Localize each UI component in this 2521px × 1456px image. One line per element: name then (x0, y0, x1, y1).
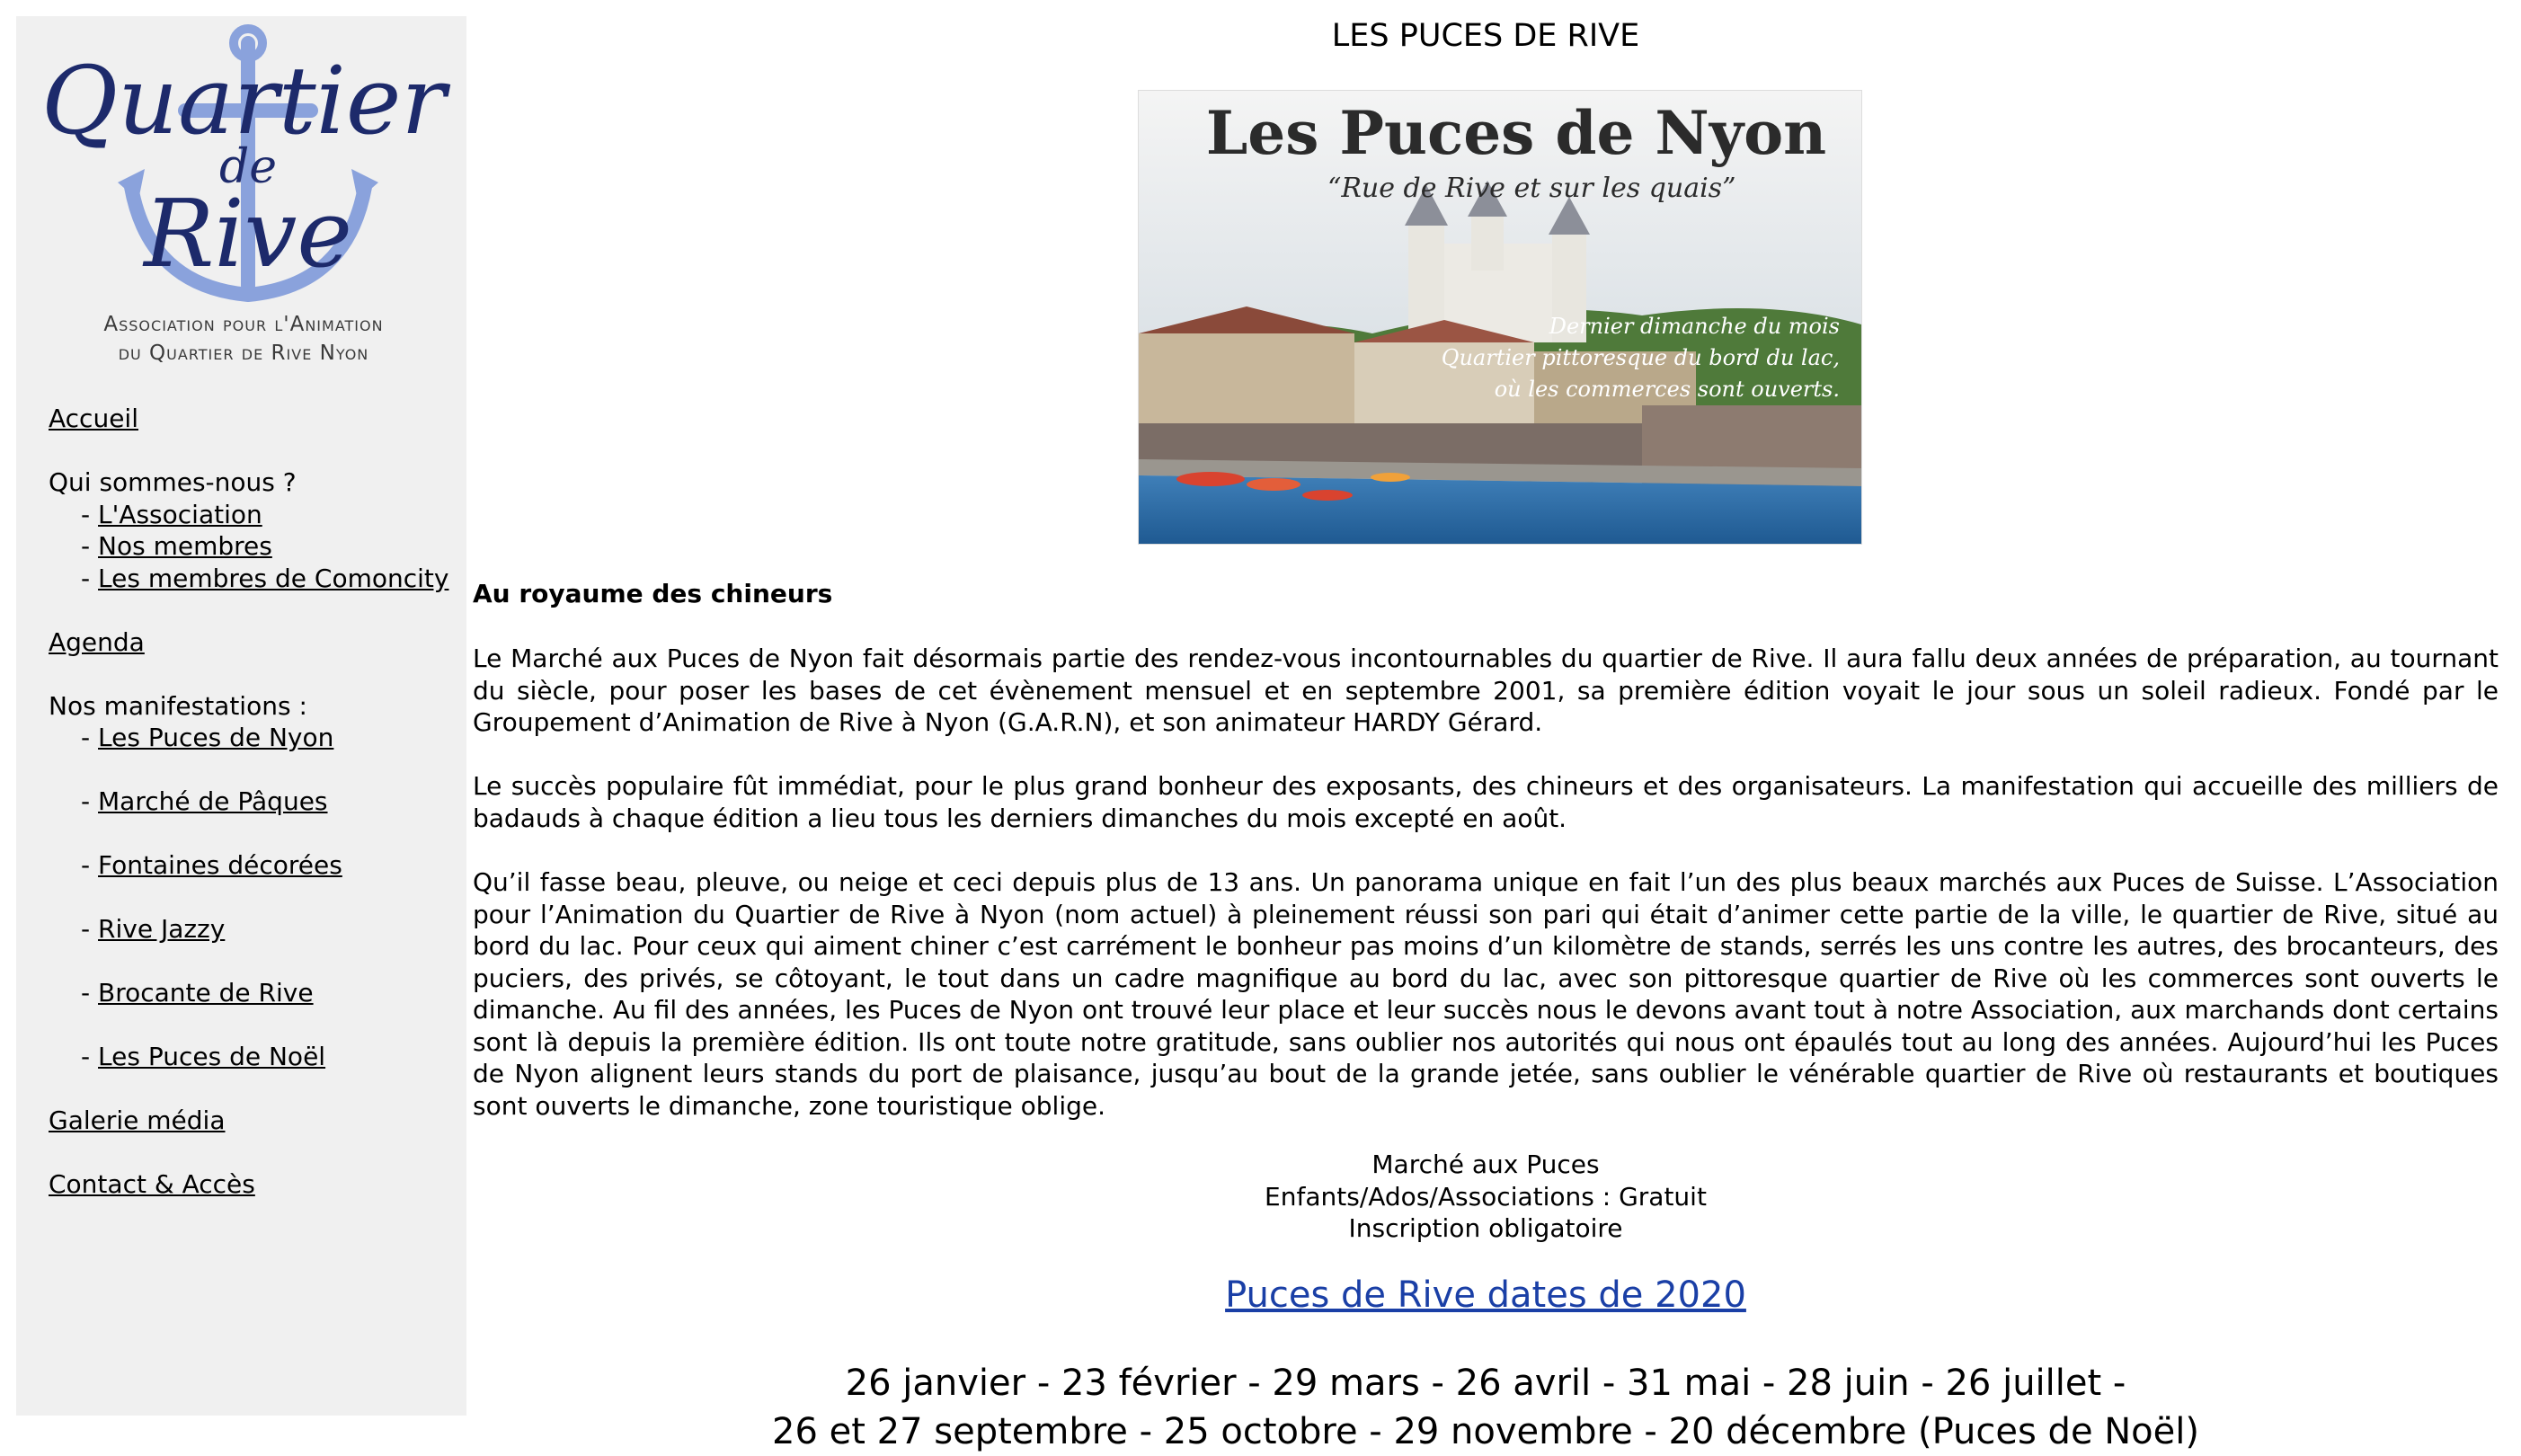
logo-word-de: de (218, 140, 278, 194)
hero-caption-line2: Quartier pittoresque du bord du lac, (1441, 345, 1840, 370)
info-line-3: Inscription obligatoire (1348, 1213, 1623, 1243)
dates-line-1: 26 janvier - 23 février - 29 mars - 26 avril - 31 mai - 28 juin - 26 juillet - (845, 1363, 2126, 1404)
nav-fontaines[interactable]: Fontaines décorées (98, 850, 342, 880)
sidebar (16, 16, 466, 1416)
nav-dash: - (81, 563, 99, 593)
dates-line-2: 26 et 27 septembre - 25 octobre - 29 novembre - 20 décembre (Puces de Noël) (772, 1411, 2199, 1452)
logo-tagline-line1: Association pour l'Animation (103, 313, 384, 336)
nav-manifestations: Nos manifestations : (49, 690, 307, 721)
hero-caption-line3: où les commerces sont ouverts. (1494, 377, 1840, 402)
info-line-1: Marché aux Puces (1371, 1150, 1600, 1179)
nav-contact[interactable]: Contact & Accès (49, 1169, 255, 1199)
nav-comoncity[interactable]: Les membres de Comoncity (98, 563, 449, 593)
logo-word-quartier: Quartier (40, 46, 447, 155)
logo[interactable] (40, 16, 447, 385)
dates-2020-link[interactable]: Puces de Rive dates de 2020 (1225, 1274, 1746, 1316)
page-title: LES PUCES DE RIVE (1331, 18, 1640, 54)
nav-puces-noel[interactable]: Les Puces de Noël (98, 1042, 326, 1071)
nav-marche-paques[interactable]: Marché de Pâques (98, 786, 328, 816)
nav-accueil[interactable]: Accueil (49, 404, 138, 433)
paragraph-3: Qu’il fasse beau, pleuve, ou neige et ceci depuis plus de 13 ans. Un panorama unique en fait l’un des plus beaux marchés aux Puces de Suisse. L’Association pour l’Animation du Quartier de Rive à Nyon (nom actuel) à pleinement réussi son pari qui était d’animer cette partie de la ville, le quartier de Rive, situé au bord du lac. Pour ceux qui aiment chiner c’est carrément le bonheur pas moins d’un kilomètre de stands, serrés les uns contre les autres, des brocanteurs, des puciers, des privés, se côtoyant, le tout dans un cadre magnifique au bord du lac, avec son pittoresque quartier de Rive où les commerces sont ouverts le dimanche. Au fil des années, les Puces de Nyon ont trouvé leur place et leur succès nous le devons avant tout à notre Association, aux marchands dont certains sont là depuis la première édition. Ils ont toute notre gratitude, sans oublier nos autorités qui nous ont épaulés tout au long des années. Aujourd’hui les Puces de Nyon alignent leurs stands du port de plaisance, jusqu’au bout de la grande jetée, sans oublier le vénérable quartier de Rive où restaurants et boutiques sont ouverts le dimanche, zone touristique oblige. (473, 867, 2499, 1121)
nav-dash: - (81, 1042, 99, 1071)
section-heading: Au royaume des chineurs (473, 579, 833, 608)
hero-caption-line1: Dernier dimanche du mois (1549, 314, 1840, 339)
hero-title: Les Puces de Nyon (1205, 98, 1827, 168)
nav-puces-nyon[interactable]: Les Puces de Nyon (98, 723, 334, 752)
logo-word-rive: Rive (144, 179, 352, 289)
paragraph-2: Le succès populaire fût immédiat, pour le plus grand bonheur des exposants, des chineurs et des organisateurs. La manifestation qui accueille des milliers de badauds à chaque édition a lieu tous les derniers dimanches du mois excepté en août. (473, 771, 2499, 833)
nav-rive-jazzy[interactable]: Rive Jazzy (98, 914, 226, 944)
logo-tagline-line2: du Quartier de Rive Nyon (118, 342, 369, 365)
nav-dash: - (81, 499, 99, 529)
nav-membres[interactable]: Nos membres (98, 531, 272, 561)
dates-list (473, 1359, 2499, 1456)
nav-dash: - (81, 914, 99, 944)
nav-dash: - (81, 531, 99, 561)
hero-subtitle: “Rue de Rive et sur les quais” (1327, 173, 1736, 204)
hero-image (1138, 90, 1862, 545)
nav-dash: - (81, 978, 99, 1008)
sidebar-nav (49, 403, 448, 1201)
nav-dash: - (81, 723, 99, 752)
nav-galerie[interactable]: Galerie média (49, 1105, 226, 1135)
nav-dash: - (81, 786, 99, 816)
nav-brocante[interactable]: Brocante de Rive (98, 978, 314, 1008)
nav-dash: - (81, 850, 99, 880)
info-line-2: Enfants/Ados/Associations : Gratuit (1265, 1181, 1707, 1212)
anchor-logo-icon (40, 16, 447, 313)
info-block (473, 1149, 2499, 1245)
nav-association[interactable]: L'Association (98, 499, 262, 529)
nav-agenda[interactable]: Agenda (49, 626, 145, 657)
nav-qui-sommes-nous: Qui sommes-nous ? (49, 467, 297, 497)
paragraph-1: Le Marché aux Puces de Nyon fait désormais partie des rendez-vous incontournables du quartier de Rive. Il aura fallu deux années de préparation, au tournant du siècle, pour poser les bases de cet évènement mensuel et en septembre 2001, sa première édition voyait le jour sous un soleil radieux. Fondé par le Groupement d’Animation de Rive à Nyon (G.A.R.N), et son animateur HARDY Gérard. (473, 644, 2499, 737)
